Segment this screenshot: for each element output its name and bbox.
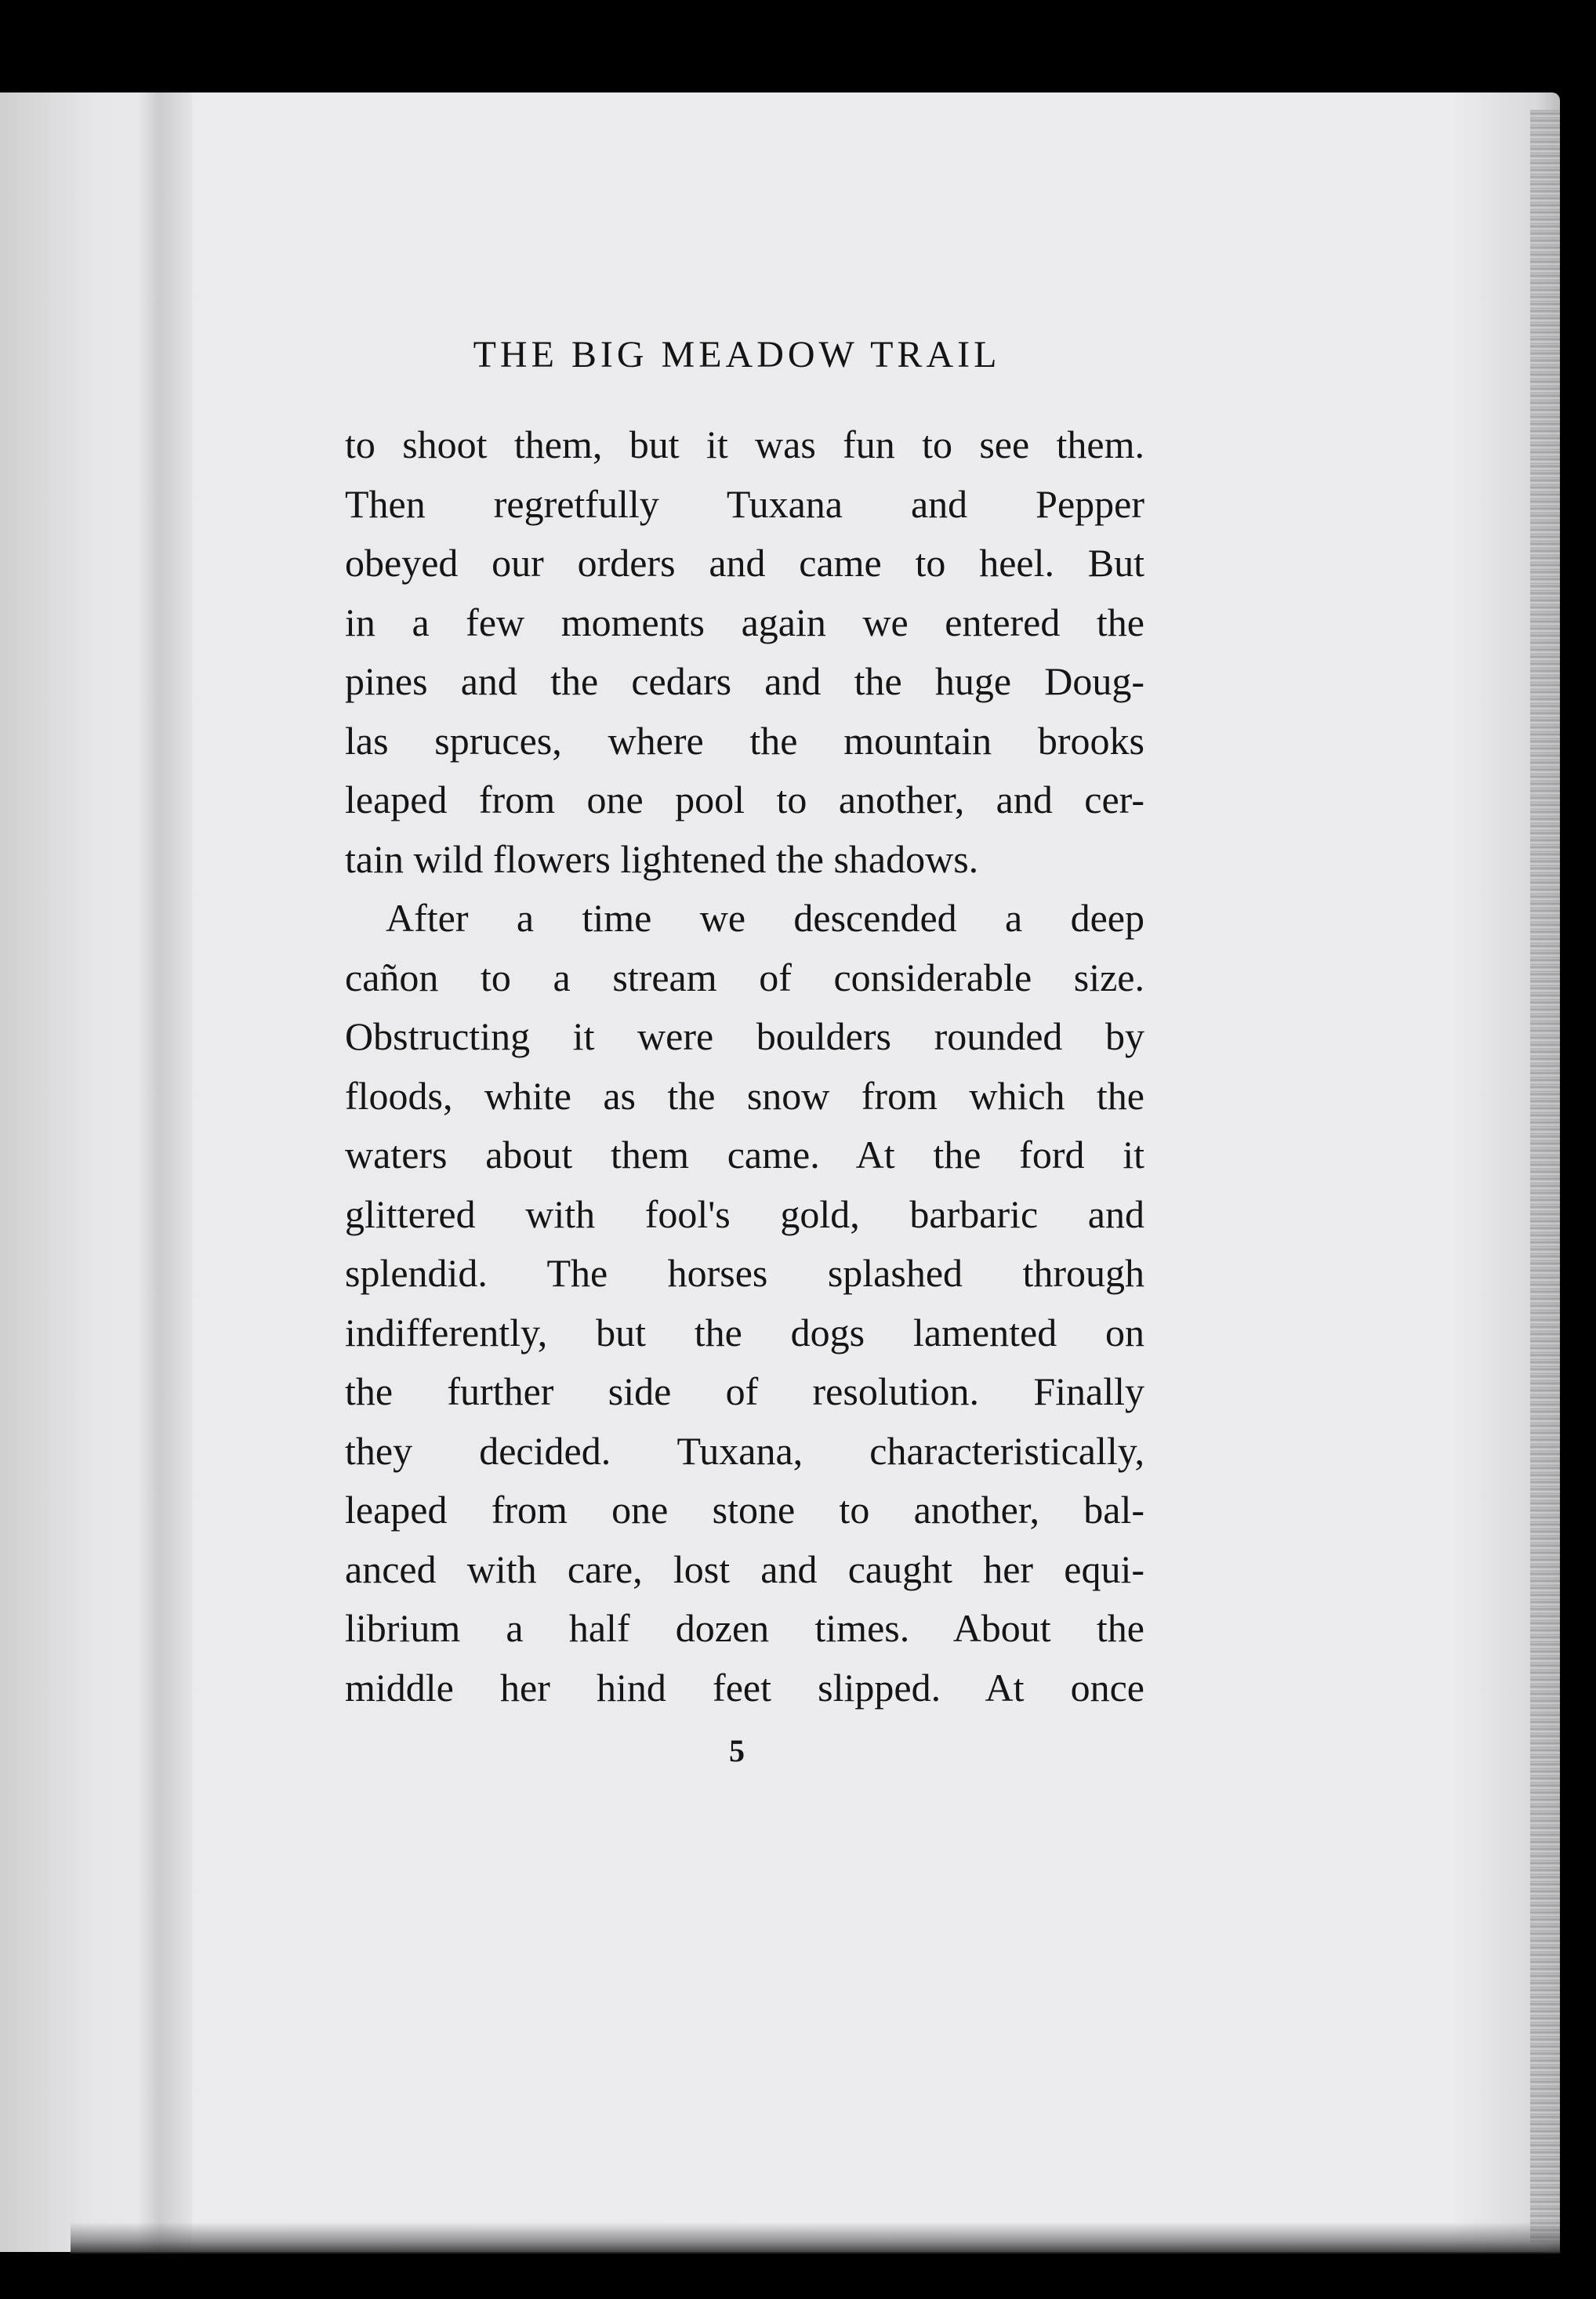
book-gutter-shadow <box>137 92 192 2252</box>
text-line: leaped from one stone to another, bal- <box>345 1488 1144 1532</box>
running-head: THE BIG MEADOW TRAIL <box>473 334 1001 375</box>
text-line: leaped from one pool to another, and cer- <box>345 778 1144 821</box>
text-line: the further side of resolution. Finally <box>345 1369 1144 1413</box>
text-line: splendid. The horses splashed through <box>345 1251 1144 1295</box>
text-line: anced with care, lost and caught her equi- <box>345 1547 1144 1591</box>
text-line: pines and the cedars and the huge Doug- <box>345 659 1144 703</box>
body-text <box>345 415 1144 1717</box>
text-line: they decided. Tuxana, characteristically, <box>345 1428 1144 1473</box>
text-line: Then regretfully Tuxana and Pepper <box>345 481 1144 526</box>
text-line: Obstructing it were boulders rounded by <box>345 1014 1144 1058</box>
page-bottom-edge <box>71 2222 1560 2254</box>
text-line: floods, white as the snow from which the <box>345 1073 1144 1118</box>
page-number: 5 <box>729 1733 745 1768</box>
text-line: waters about them came. At the ford it <box>345 1133 1144 1177</box>
text-line: After a time we descended a deep <box>386 896 1144 940</box>
text-line: glittered with fool's gold, barbaric and <box>345 1191 1144 1236</box>
text-line: librium a half dozen times. About the <box>345 1606 1144 1650</box>
text-line: indifferently, but the dogs lamented on <box>345 1310 1144 1354</box>
text-line: las spruces, where the mountain brooks <box>345 718 1144 763</box>
page-fore-edge <box>1530 110 1560 2242</box>
text-line: middle her hind feet slipped. At once <box>345 1665 1144 1710</box>
text-line: tain wild flowers lightened the shadows. <box>345 836 979 881</box>
text-line: in a few moments again we entered the <box>345 600 1144 644</box>
text-line: to shoot them, but it was fun to see them. <box>345 422 1144 466</box>
text-line: cañon to a stream of considerable size. <box>345 955 1144 999</box>
text-line: obeyed our orders and came to heel. But <box>345 541 1144 585</box>
